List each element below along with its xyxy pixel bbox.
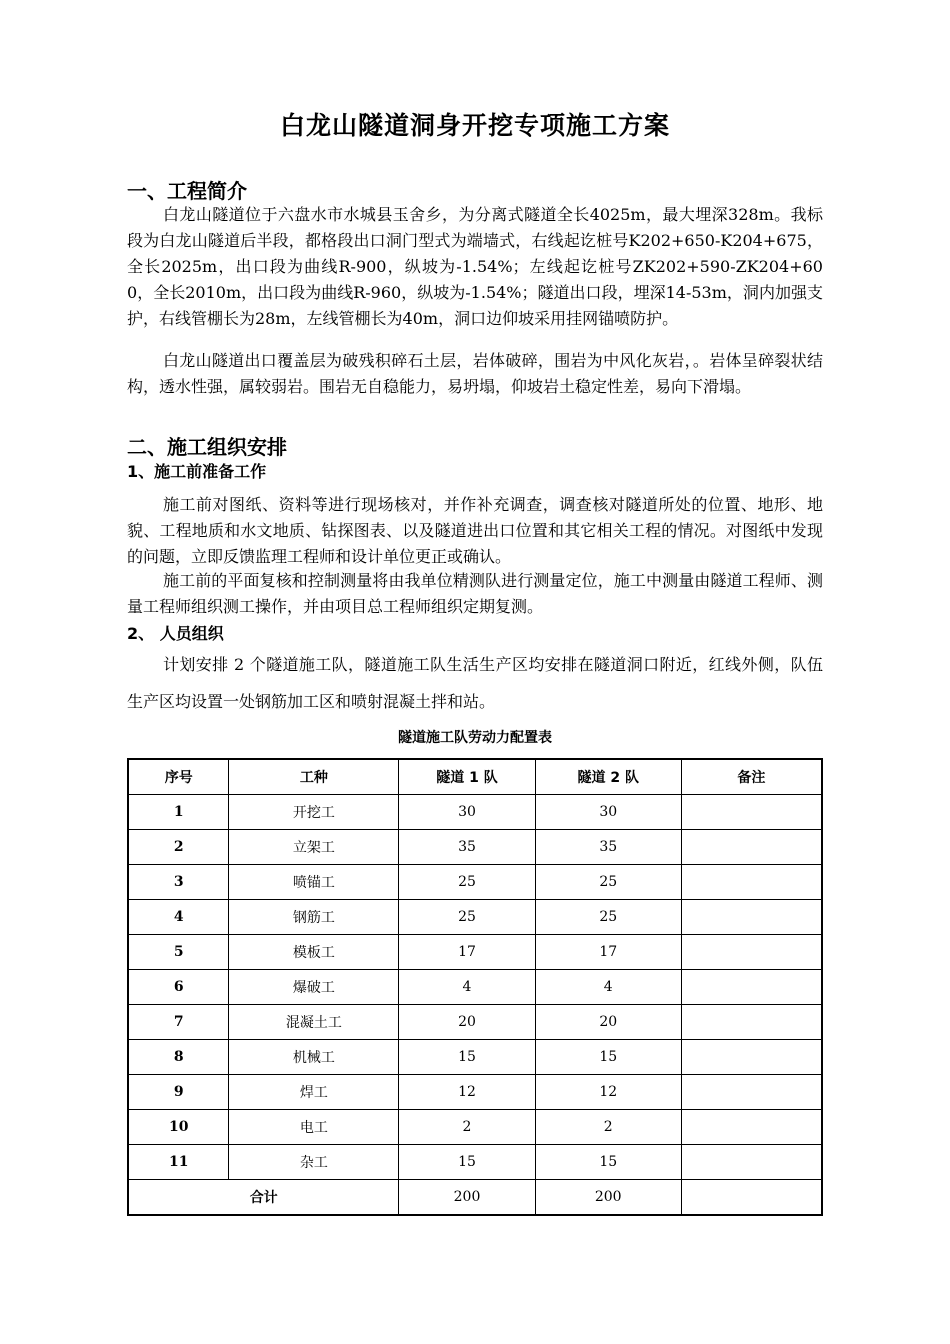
row-team-1: 17 [399,935,535,970]
table-row [128,830,822,865]
table-row [128,1110,822,1145]
row-team-2: 25 [535,865,681,900]
row-trade: 焊工 [229,1075,399,1110]
row-note [681,830,822,865]
row-note [681,795,822,830]
row-team-2: 4 [535,970,681,1005]
table-caption: 隧道施工队劳动力配置表 [398,730,552,746]
row-team-1: 25 [399,865,535,900]
row-note [681,970,822,1005]
preparation-paragraph-1: 施工前对图纸、资料等进行现场核对，并作补充调查，调查核对隧道所处的位置、地形、地貌、工程地质和水文地质、钻探图表、以及隧道进出口位置和其它相关工程的情况。对图纸中发现的问题，立即反馈监理工程师和设计单位更正或确认。 [127,495,823,566]
row-index: 4 [128,900,229,935]
table-row [128,1005,822,1040]
subheading-preparation: 1、施工前准备工作 [127,462,267,481]
row-index: 1 [128,795,229,830]
row-team-1: 35 [399,830,535,865]
row-index: 5 [128,935,229,970]
row-team-1: 15 [399,1145,535,1180]
row-team-1: 15 [399,1040,535,1075]
row-index: 2 [128,830,229,865]
row-team-1: 4 [399,970,535,1005]
row-team-1: 20 [399,1005,535,1040]
row-trade: 模板工 [229,935,399,970]
overview-paragraph-1: 白龙山隧道位于六盘水市水城县玉舍乡，为分离式隧道全长4025m，最大埋深328m。我标段为白龙山隧道后半段，都格段出口洞门型式为端墙式，右线起讫桩号K202+650-K204+675，全长2025m，出口段为曲线R-900，纵坡为-1.54%；左线起讫桩号ZK202+590-ZK204+600，全长2010m，出口段为曲线R-960，纵坡为-1.54%；隧道出口段，埋深14-53m，洞内加强支护，右线管棚长为28m，左线管棚长为40m，洞口边仰坡采用挂网锚喷防护。 [127,205,823,328]
row-index: 7 [128,1005,229,1040]
total-label: 合计 [128,1180,399,1216]
row-team-2: 15 [535,1040,681,1075]
row-trade: 混凝土工 [229,1005,399,1040]
row-trade: 钢筋工 [229,900,399,935]
row-note [681,1145,822,1180]
table-row [128,970,822,1005]
subheading-personnel: 2、 人员组织 [127,624,224,643]
personnel-paragraph: 计划安排 2 个隧道施工队，隧道施工队生活生产区均安排在隧道洞口附近，红线外侧，队伍生产区均设置一处钢筋加工区和喷射混凝土拌和站。 [127,655,823,711]
table-row [128,900,822,935]
row-trade: 爆破工 [229,970,399,1005]
row-index: 11 [128,1145,229,1180]
total-team-2: 200 [535,1180,681,1216]
row-team-1: 30 [399,795,535,830]
row-team-2: 12 [535,1075,681,1110]
total-team-1: 200 [399,1180,535,1216]
document-title: 白龙山隧道洞身开挖专项施工方案 [279,111,670,140]
labor-table [127,758,823,1216]
table-row [128,795,822,830]
row-team-2: 35 [535,830,681,865]
row-note [681,1040,822,1075]
table-header-row [128,759,822,795]
row-team-2: 20 [535,1005,681,1040]
row-trade: 电工 [229,1110,399,1145]
table-row [128,935,822,970]
row-note [681,1075,822,1110]
row-team-2: 30 [535,795,681,830]
row-team-2: 17 [535,935,681,970]
table-row [128,865,822,900]
header-note: 备注 [681,759,822,795]
section-heading-organization: 二、施工组织安排 [127,435,287,459]
row-note [681,935,822,970]
row-team-1: 12 [399,1075,535,1110]
table-row [128,1145,822,1180]
row-note [681,1110,822,1145]
row-trade: 立架工 [229,830,399,865]
section-heading-overview: 一、工程简介 [127,179,247,203]
header-team-2: 隧道 2 队 [535,759,681,795]
row-team-2: 15 [535,1145,681,1180]
row-index: 6 [128,970,229,1005]
row-team-2: 25 [535,900,681,935]
row-index: 9 [128,1075,229,1110]
row-team-2: 2 [535,1110,681,1145]
table-row [128,1040,822,1075]
header-team-1: 隧道 1 队 [399,759,535,795]
total-note [681,1180,822,1216]
table-row [128,1075,822,1110]
table-total-row [128,1180,822,1216]
row-index: 10 [128,1110,229,1145]
row-note [681,1005,822,1040]
row-trade: 喷锚工 [229,865,399,900]
row-team-1: 25 [399,900,535,935]
row-trade: 杂工 [229,1145,399,1180]
row-note [681,900,822,935]
overview-paragraph-2: 白龙山隧道出口覆盖层为破残积碎石土层，岩体破碎，围岩为中风化灰岩，。岩体呈碎裂状结构，透水性强，属较弱岩。围岩无自稳能力，易坍塌，仰坡岩土稳定性差，易向下滑塌。 [127,351,823,396]
preparation-paragraph-2: 施工前的平面复核和控制测量将由我单位精测队进行测量定位，施工中测量由隧道工程师、测量工程师组织测工操作，并由项目总工程师组织定期复测。 [127,571,823,616]
row-trade: 开挖工 [229,795,399,830]
row-index: 3 [128,865,229,900]
header-index: 序号 [128,759,229,795]
row-team-1: 2 [399,1110,535,1145]
row-index: 8 [128,1040,229,1075]
row-note [681,865,822,900]
row-trade: 机械工 [229,1040,399,1075]
header-trade: 工种 [229,759,399,795]
